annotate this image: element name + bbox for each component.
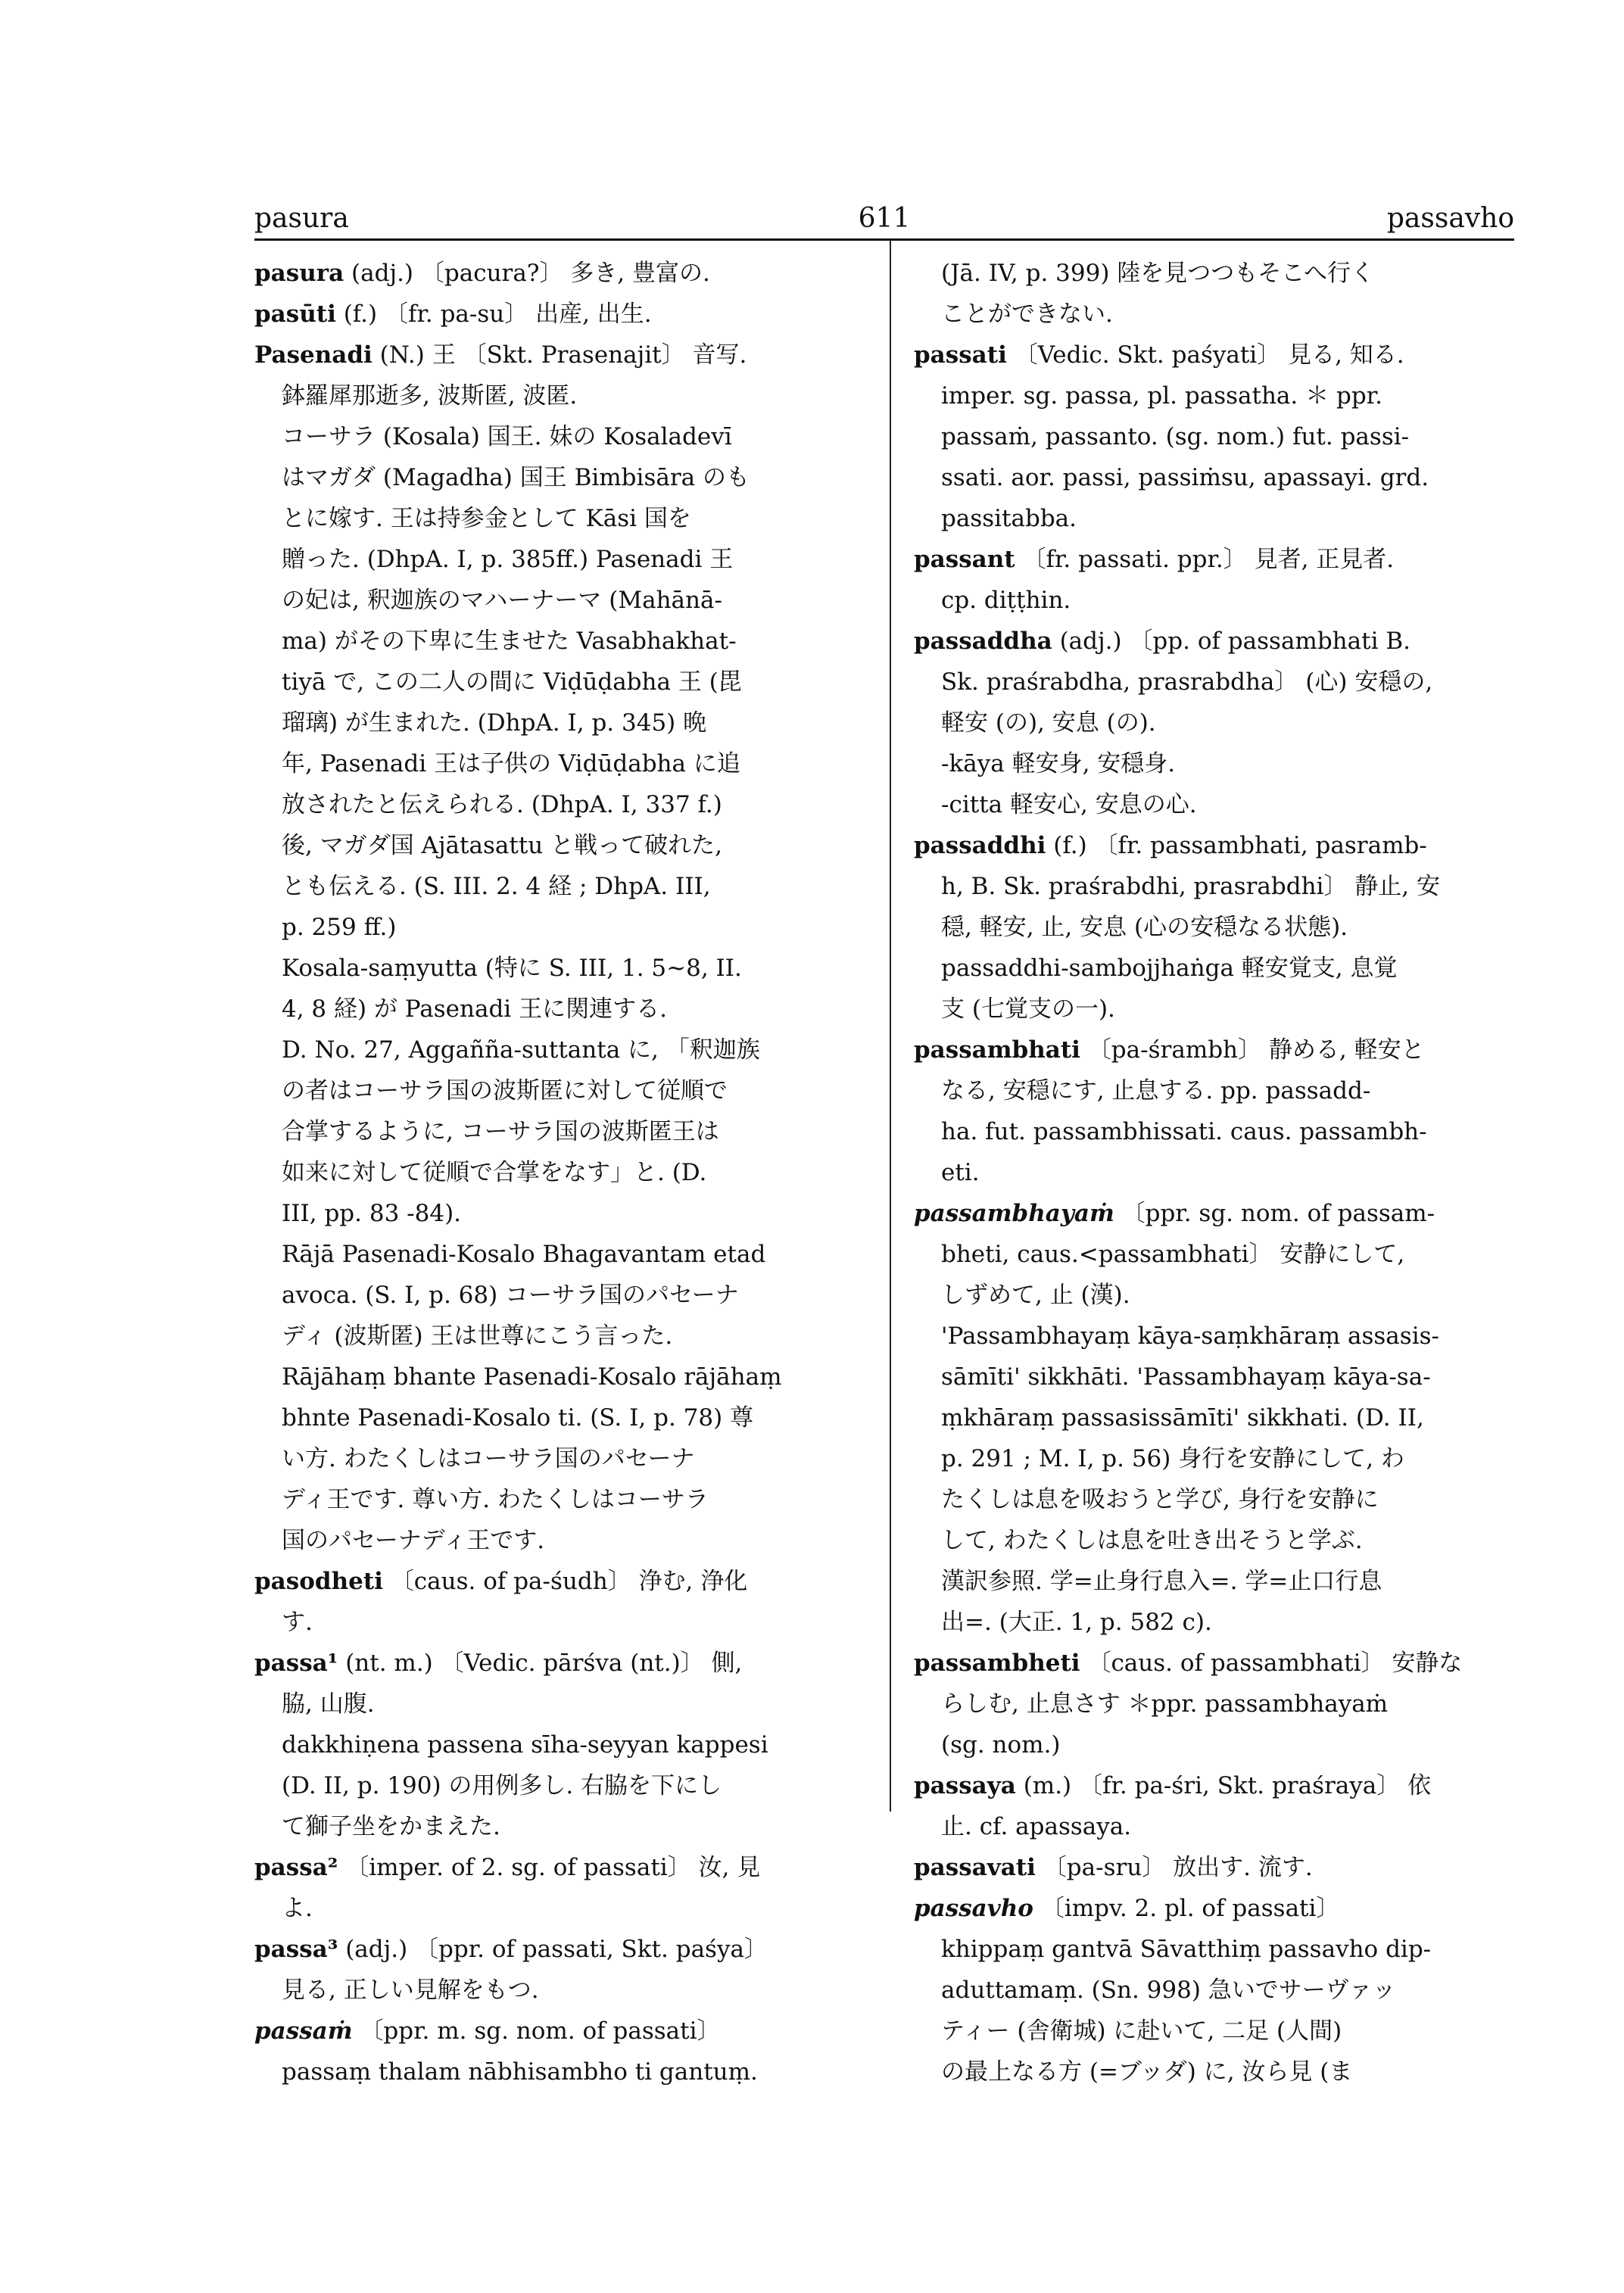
entry-line <box>254 1561 871 1602</box>
headword: passaddhi <box>914 832 1046 859</box>
headword: passa² <box>254 1854 338 1881</box>
entry-text-line: 後, マガダ国 Ajātasattu と戦って破れた, <box>282 832 722 859</box>
entry-text-line: passitabba. <box>941 505 1077 532</box>
entry-text-line: の妃は, 釈迦族のマハーナーマ (Mahānā- <box>282 587 722 614</box>
headword: passavho <box>914 1895 1033 1922</box>
entry-line <box>914 1193 1516 1234</box>
entry-definition: (adj.) 〔pacura?〕 多き, 豊富の. <box>344 260 710 287</box>
entry-line <box>914 335 1516 375</box>
entry-text-line: passaṃ thalam nābhisambho ti gantuṃ. <box>282 2058 758 2086</box>
entry-text-line: passaṁ, passanto. (sg. nom.) fut. passi- <box>941 423 1410 450</box>
entry-text-line: 国のパセーナディ王です. <box>282 1527 545 1554</box>
entry-text-line: ha. fut. passambhissati. caus. passambh- <box>941 1118 1427 1145</box>
entry-text-line: p. 259 ff.) <box>282 914 397 941</box>
entry-line <box>254 1643 871 1684</box>
entry-text-line: (D. II, p. 190) の用例多し. 右脇を下にし <box>282 1772 722 1799</box>
entry-text-line: Rājā Pasenadi-Kosalo Bhagavantam etad <box>282 1241 766 1268</box>
entry-text-line: khippaṃ gantvā Sāvatthiṃ passavho dip- <box>941 1936 1432 1963</box>
entry-definition: 〔ppr. m. sg. nom. of passati〕 <box>352 2017 721 2045</box>
entry-text-line: 支 (七覚支の一). <box>941 995 1115 1023</box>
entry-text-line: の者はコーサラ国の波斯匿に対して従順で <box>282 1077 728 1104</box>
entry-text-line: ディ (波斯匿) 王は世尊にこう言った. <box>282 1323 673 1350</box>
entry-text-line: 合掌するように, コーサラ国の波斯匿王は <box>282 1118 719 1145</box>
column-divider <box>890 241 891 1812</box>
entry-text-line: Kosala-saṃyutta (特に S. III, 1. 5~8, II. <box>282 955 742 982</box>
entry-text-line: tiyā で, この二人の間に Viḍūḍabha 王 (毘 <box>282 668 742 696</box>
headword: passavati <box>914 1854 1036 1881</box>
entry-definition: (f.) 〔fr. passambhati, pasramb- <box>1046 832 1427 859</box>
entry-text-line: 如来に対して従順で合掌をなす」と. (D. <box>282 1159 707 1186</box>
headword: passaddha <box>914 628 1052 655</box>
entry-text-line: p. 291 ; M. I, p. 56) 身行を安静にして, わ <box>941 1445 1404 1472</box>
entry-text-line: bheti, caus.<passambhati〕 安静にして, <box>941 1241 1405 1268</box>
entry-text-line: ṃkhāraṃ passasissāmīti' sikkhati. (D. II, <box>941 1404 1424 1432</box>
entry-line <box>914 825 1516 866</box>
entry-text-line: h, B. Sk. praśrabdhi, prasrabdhi〕 静止, 安 <box>941 873 1441 900</box>
entry-text-line: なる, 安穏にす, 止息する. pp. passadd- <box>941 1077 1371 1104</box>
entry-definition: 〔imper. of 2. sg. of passati〕 汝, 見 <box>338 1854 761 1881</box>
entry-line <box>914 1765 1516 1806</box>
entry-text-line: 軽安 (の), 安息 (の). <box>941 709 1156 737</box>
entry-text-line: 見る, 正しい見解をもつ. <box>282 1977 539 2004</box>
entry-line <box>254 294 871 335</box>
headword: pasura <box>254 260 344 287</box>
entry-text-line: い方. わたくしはコーサラ国のパセーナ <box>282 1445 695 1472</box>
entry-text-line: す. <box>282 1609 313 1636</box>
entry-text-line: 4, 8 経) が Pasenadi 王に関連する. <box>282 995 667 1023</box>
entry-line <box>254 335 871 375</box>
entry-text-line: ssati. aor. passi, passiṁsu, apassayi. grd. <box>941 464 1429 491</box>
entry-line <box>914 1643 1516 1684</box>
entry-text-line: コーサラ (Kosala) 国王. 妹の Kosaladevī <box>282 423 732 450</box>
entry-text-line: -citta 軽安心, 安息の心. <box>941 791 1197 818</box>
entry-definition: 〔caus. of passambhati〕 安静な <box>1080 1650 1463 1677</box>
entry-definition: 〔caus. of pa-śudh〕 浄む, 浄化 <box>382 1568 748 1595</box>
entry-definition: (adj.) 〔pp. of passambhati B. <box>1052 628 1410 655</box>
entry-text-line: とに嫁す. 王は持参金として Kāsi 国を <box>282 505 691 532</box>
headword: pasūti <box>254 301 336 328</box>
entry-text-line: よ. <box>282 1895 313 1922</box>
entry-text-line: 穏, 軽安, 止, 安息 (心の安穏なる状態). <box>941 914 1348 941</box>
entry-text-line: Sk. praśrabdha, prasrabdha〕 (心) 安穏の, <box>941 668 1433 696</box>
entry-text-line: 漢訳参照. 学=止身行息入=. 学=止口行息 <box>941 1568 1382 1595</box>
entry-line <box>254 1929 871 1970</box>
entry-text-line: aduttamaṃ. (Sn. 998) 急いでサーヴァッ <box>941 1977 1396 2004</box>
entry-text-line: -kāya 軽安身, 安穏身. <box>941 750 1176 777</box>
entry-text-line: imper. sg. passa, pl. passatha. ＊ ppr. <box>941 382 1382 410</box>
headword: passaya <box>914 1772 1016 1799</box>
headword: passaṁ <box>254 2017 353 2045</box>
entry-definition: (nt. m.) 〔Vedic. pārśva (nt.)〕 側, <box>338 1650 743 1677</box>
entry-line <box>254 2011 871 2052</box>
entry-text-line: 贈った. (DhpA. I, p. 385ff.) Pasenadi 王 <box>282 546 734 573</box>
entry-text-line: eti. <box>941 1159 980 1186</box>
entry-definition: (m.) 〔fr. pa-śri, Skt. praśraya〕 依 <box>1015 1772 1432 1799</box>
entry-text-line: passaddhi-sambojjhaṅga 軽安覚支, 息覚 <box>941 955 1398 982</box>
entry-line <box>914 1030 1516 1070</box>
entry-line <box>254 1847 871 1888</box>
entry-definition: 〔fr. passati. ppr.〕 見者, 正見者. <box>1015 546 1395 573</box>
left-column <box>254 253 871 2092</box>
entry-text-line: ディ王です. 尊い方. わたくしはコーサラ <box>282 1486 709 1513</box>
entry-text-line: 止. cf. apassaya. <box>941 1813 1132 1840</box>
entry-line <box>914 1888 1516 1929</box>
headword: pasodheti <box>254 1568 383 1595</box>
entry-line <box>914 621 1516 662</box>
entry-text-line: 鉢羅犀那逝多, 波斯匿, 波匿. <box>282 382 578 410</box>
header-rule <box>254 238 1514 241</box>
entry-line <box>914 1847 1516 1888</box>
entry-text-line: とも伝える. (S. III. 2. 4 経 ; DhpA. III, <box>282 873 711 900</box>
headword: passambhati <box>914 1036 1080 1064</box>
entry-definition: 〔impv. 2. pl. of passati〕 <box>1033 1895 1340 1922</box>
entry-text-line: 'Passambhayaṃ kāya-saṃkhāraṃ assasis- <box>941 1323 1439 1350</box>
page-header <box>254 200 1514 238</box>
headword: passa³ <box>254 1936 338 1963</box>
entry-text-line: 脇, 山腹. <box>282 1690 375 1718</box>
entry-text-line: 放されたと伝えられる. (DhpA. I, 337 f.) <box>282 791 722 818</box>
entry-text-line: avoca. (S. I, p. 68) コーサラ国のパセーナ <box>282 1282 739 1309</box>
entry-definition: (adj.) 〔ppr. of passati, Skt. paśya〕 <box>338 1936 768 1963</box>
entry-text-line: しずめて, 止 (漢). <box>941 1282 1130 1309</box>
entry-text-line: て獅子坐をかまえた. <box>282 1813 500 1840</box>
entry-text-line: (Jā. IV, p. 399) 陸を見つつもそこへ行く <box>941 260 1375 287</box>
entry-definition: 〔pa-sru〕 放出す. 流す. <box>1035 1854 1313 1881</box>
entry-text-line: D. No. 27, Aggañña-suttanta に, 「釈迦族 <box>282 1036 760 1064</box>
entry-line <box>914 539 1516 580</box>
headword: passambheti <box>914 1650 1080 1677</box>
entry-text-line: sāmīti' sikkhāti. 'Passambhayaṃ kāya-sa- <box>941 1363 1431 1391</box>
entry-text-line: 出=. (大正. 1, p. 582 c). <box>941 1609 1212 1636</box>
entry-text-line: dakkhiṇena passena sīha-seyyan kappesi <box>282 1731 768 1759</box>
entry-text-line: (sg. nom.) <box>941 1731 1061 1759</box>
entry-text-line: bhnte Pasenadi-Kosalo ti. (S. I, p. 78) 尊 <box>282 1404 754 1432</box>
right-column <box>914 253 1516 2092</box>
entry-definition: 〔ppr. sg. nom. of passam- <box>1114 1200 1435 1227</box>
entry-line <box>254 253 871 294</box>
header-left-guideword: pasura <box>254 203 349 234</box>
headword: passambhayaṁ <box>914 1200 1114 1227</box>
entry-text-line: cp. diṭṭhin. <box>941 587 1071 614</box>
header-right-guideword: passavho <box>1386 203 1514 234</box>
entry-definition: (N.) 王 〔Skt. Prasenajit〕 音写. <box>372 341 747 369</box>
entry-definition: 〔Vedic. Skt. paśyati〕 見る, 知る. <box>1006 341 1404 369</box>
headword: Pasenadi <box>254 341 372 369</box>
entry-text-line: ma) がその下卑に生ませた Vasabhakhat- <box>282 628 737 655</box>
entry-text-line: 年, Pasenadi 王は子供の Viḍūḍabha に追 <box>282 750 740 777</box>
page-number: 611 <box>858 203 911 234</box>
headword: passati <box>914 341 1007 369</box>
entry-text-line: して, わたくしは息を吐き出そうと学ぶ. <box>941 1527 1363 1554</box>
entry-definition: (f.) 〔fr. pa-su〕 出産, 出生. <box>335 301 652 328</box>
entry-text-line: の最上なる方 (=ブッダ) に, 汝ら見 (ま <box>941 2058 1353 2086</box>
entry-text-line: らしむ, 止息さす ＊ppr. passambhayaṁ <box>941 1690 1389 1718</box>
entry-definition: 〔pa-śrambh〕 静める, 軽安と <box>1080 1036 1425 1064</box>
headword: passant <box>914 546 1015 573</box>
entry-text-line: III, pp. 83 -84). <box>282 1200 462 1227</box>
entry-text-line: 瑠璃) が生まれた. (DhpA. I, p. 345) 晩 <box>282 709 707 737</box>
entry-text-line: ことができない. <box>941 301 1113 328</box>
headword: passa¹ <box>254 1650 338 1677</box>
entry-text-line: Rājāhaṃ bhante Pasenadi-Kosalo rājāhaṃ <box>282 1363 782 1391</box>
entry-text-line: ティー (舎衛城) に赴いて, 二足 (人間) <box>941 2017 1342 2045</box>
entry-text-line: はマガダ (Magadha) 国王 Bimbisāra のも <box>282 464 750 491</box>
entry-text-line: たくしは息を吸おうと学び, 身行を安静に <box>941 1486 1379 1513</box>
